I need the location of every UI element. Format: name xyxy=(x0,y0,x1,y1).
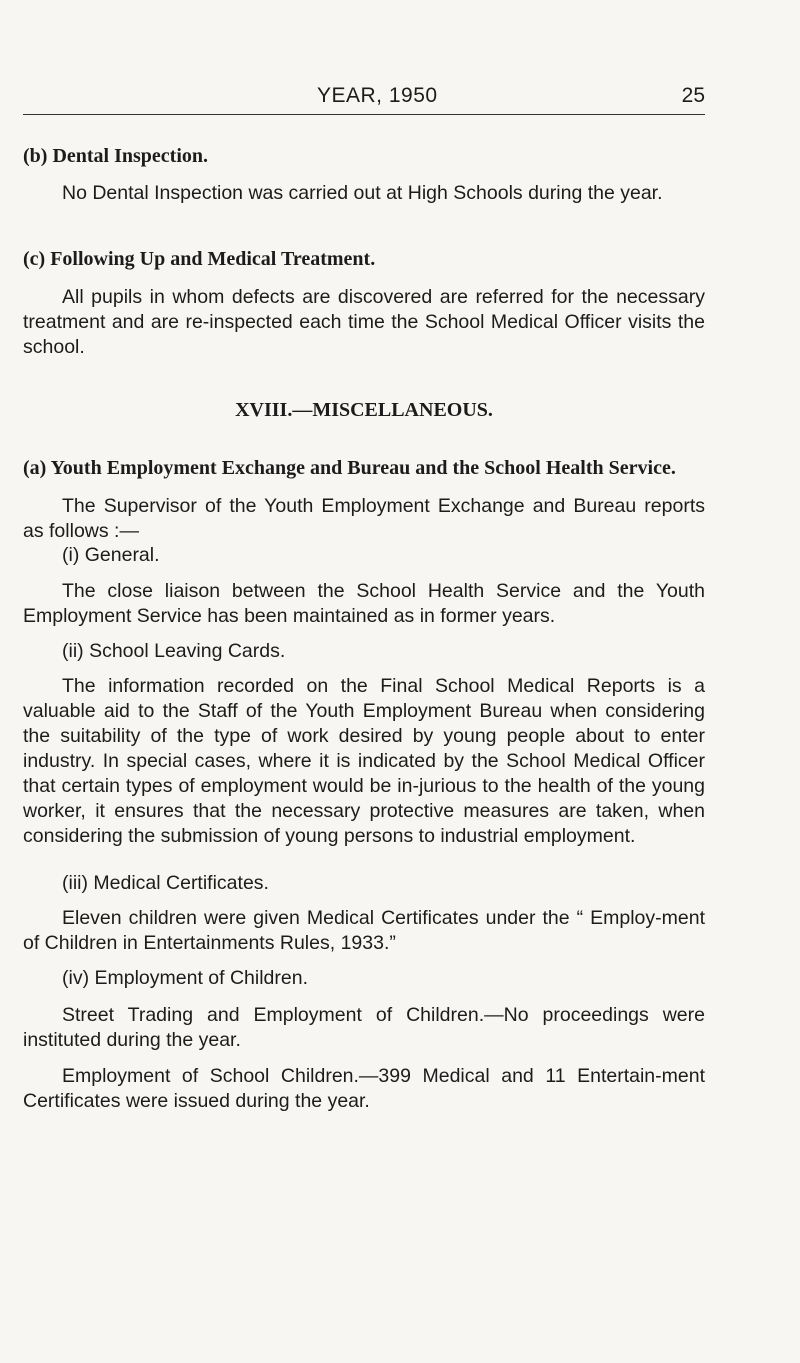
page-number: 25 xyxy=(681,84,705,107)
running-title: YEAR, 1950 xyxy=(317,84,438,107)
paragraph-street-trading: Street Trading and Employment of Children.—No proceedings were instituted during the year. xyxy=(23,1004,705,1051)
section-title-miscellaneous: XVIII.—MISCELLANEOUS. xyxy=(235,399,493,421)
subheading-medical-certificates: (iii) Medical Certificates. xyxy=(62,872,269,894)
subheading-employment-of-children: (iv) Employment of Children. xyxy=(62,967,308,989)
paragraph-medical-certificates: Eleven children were given Medical Certificates under the “ Employ-ment of Children in Entertainments Rules, 1933.” xyxy=(23,907,705,954)
paragraph-school-children-employment: Employment of School Children.—399 Medical and 11 Entertain-ment Certificates were issued during the year. xyxy=(23,1065,705,1112)
paragraph-following-up: All pupils in whom defects are discovered are referred for the necessary treatment and are re-inspected each time the School Medical Officer visits the school. xyxy=(23,286,705,358)
paragraph-school-leaving-cards: The information recorded on the Final School Medical Reports is a valuable aid to the Staff of the Youth Employment Bureau when considering the suitability of the type of work desired by young people about to enter industry. In special cases, where it is indicated by the School Medical Officer that certain types of employment would be in-jurious to the health of the young worker, it ensures that the necessary protective measures are taken, when considering the submission of young persons to industrial employment. xyxy=(23,675,705,847)
page-header xyxy=(23,84,705,115)
heading-youth-employment: (a) Youth Employment Exchange and Bureau and the School Health Service. xyxy=(23,457,676,479)
heading-dental-inspection: (b) Dental Inspection. xyxy=(23,145,209,167)
subheading-general: (i) General. xyxy=(62,544,160,566)
paragraph-youth-employment: The Supervisor of the Youth Employment Exchange and Bureau reports as follows :— xyxy=(23,495,705,542)
heading-following-up: (c) Following Up and Medical Treatment. xyxy=(23,248,376,270)
subheading-school-leaving-cards: (ii) School Leaving Cards. xyxy=(62,640,286,662)
paragraph-dental-inspection: No Dental Inspection was carried out at High Schools during the year. xyxy=(62,182,663,204)
paragraph-general: The close liaison between the School Health Service and the Youth Employment Service has been maintained as in former years. xyxy=(23,580,705,627)
